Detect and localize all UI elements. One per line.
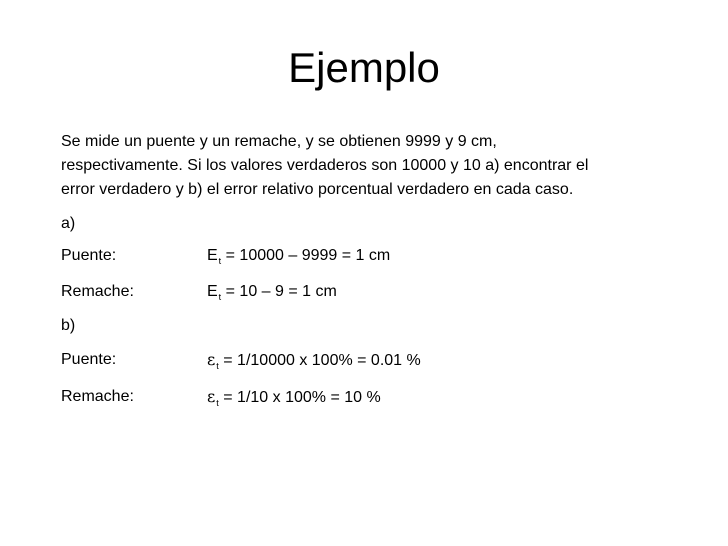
relative-error-subscript: t — [216, 398, 219, 408]
part-b-row-puente-value — [207, 348, 421, 374]
problem-line-2: respectivamente. Si los valores verdaderos son 10000 y 10 a) encontrar el — [61, 157, 589, 174]
part-a-row-remache-label: Remache: — [61, 283, 134, 300]
true-error-symbol: E — [207, 247, 218, 264]
part-a-row-puente-expression: = 10000 – 9999 = 1 cm — [221, 247, 391, 264]
part-b-row-remache-value — [207, 385, 381, 411]
part-b-row-remache-label: Remache: — [61, 388, 134, 405]
problem-line-3: error verdadero y b) el error relativo porcentual verdadero en cada caso. — [61, 181, 574, 198]
problem-statement — [61, 130, 701, 202]
part-a-row-remache-value — [207, 280, 337, 305]
part-a-row-remache-expression: = 10 – 9 = 1 cm — [221, 283, 337, 300]
part-b-row-puente-expression: = 1/10000 x 100% = 0.01 % — [218, 352, 421, 369]
relative-error-subscript: t — [216, 361, 219, 371]
part-b-row-remache-expression: = 1/10 x 100% = 10 % — [218, 389, 381, 406]
relative-error-symbol: ε — [207, 350, 216, 369]
slide-title: Ejemplo — [288, 44, 440, 91]
true-error-subscript: t — [218, 256, 222, 266]
part-a-heading: a) — [61, 215, 76, 232]
relative-error-symbol: ε — [207, 387, 216, 406]
part-b-heading: b) — [61, 317, 76, 334]
problem-line-1: Se mide un puente y un remache, y se obtienen 9999 y 9 cm, — [61, 133, 497, 150]
part-a-row-puente-value — [207, 244, 390, 269]
true-error-symbol: E — [207, 283, 218, 300]
part-b-row-puente-label: Puente: — [61, 351, 117, 368]
true-error-subscript: t — [218, 292, 222, 302]
part-a-row-puente-label: Puente: — [61, 247, 117, 264]
